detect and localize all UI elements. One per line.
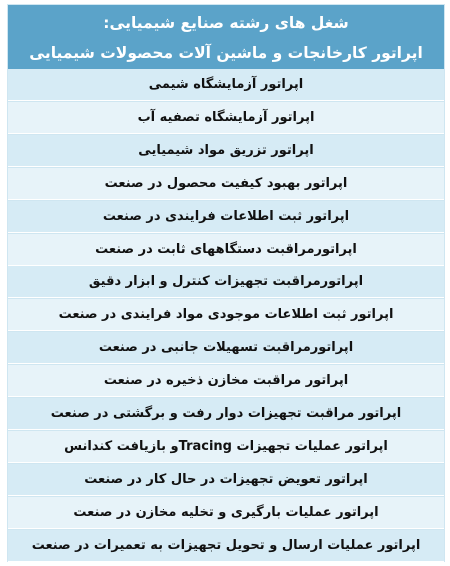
table-row: اپراتور عملیات بارگیری و تخلیه مخازن در صنعت — [8, 497, 444, 529]
table-row: اپراتورمراقبت تجهیزات کنترل و ابزار دقیق — [8, 266, 444, 298]
table-row: اپراتور مراقبت مخازن ذخیره در صنعت — [8, 365, 444, 397]
table-row: اپراتور ثبت اطلاعات موجودی مواد فرایندی در صنعت — [8, 299, 444, 331]
table-row: اپراتور ثبت اطلاعات فرایندی در صنعت — [8, 201, 444, 233]
table-row: اپراتورمراقبت تسهیلات جانبی در صنعت — [8, 332, 444, 364]
table-row: اپراتور تعویض تجهیزات در حال کار در صنعت — [8, 464, 444, 496]
table-row: اپراتور عملیات تجهیزات Tracingو بازیافت کندانس — [8, 431, 444, 463]
header-subtitle: اپراتور کارخانجات و ماشین آلات محصولات شیمیایی — [29, 44, 423, 62]
table-row: اپراتور مراقبت تجهیزات دوار رفت و برگشتی در صنعت — [8, 398, 444, 430]
table-header — [8, 5, 444, 69]
table-body — [8, 69, 444, 561]
table-row: اپراتور عملیات ارسال و تحویل تجهیزات به تعمیرات در صنعت — [8, 530, 444, 562]
table-row: اپراتورمراقبت دستگاههای ثابت در صنعت — [8, 234, 444, 266]
table-row: اپراتور تزریق مواد شیمیایی — [8, 135, 444, 167]
table-row: اپراتور آزمایشگاه شیمی — [8, 69, 444, 101]
table-row: اپراتور آزمایشگاه تصفیه آب — [8, 102, 444, 134]
table-row: اپراتور بهبود کیفیت محصول در صنعت — [8, 168, 444, 200]
jobs-table — [7, 4, 445, 562]
header-title: شغل های رشته صنایع شیمیایی: — [103, 14, 349, 32]
